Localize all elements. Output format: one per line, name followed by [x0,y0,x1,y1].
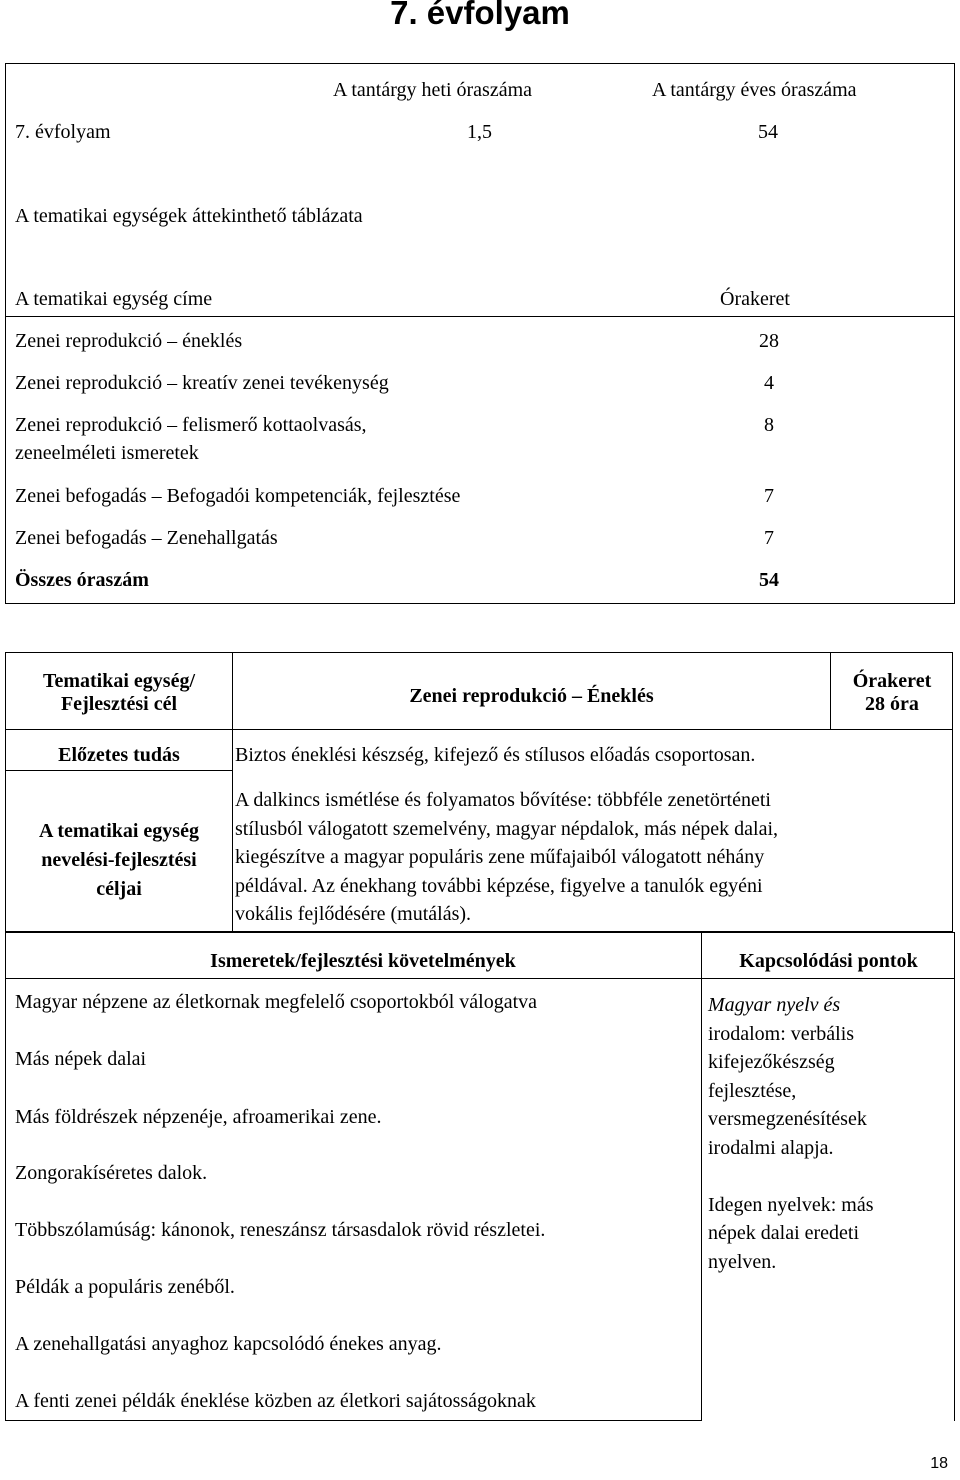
overview-row-hours: 28 [759,330,779,352]
overview-row-unit: Zenei befogadás – Befogadói kompetenciák, fejlesztése [15,485,461,507]
unit-table-row-divider [5,729,953,730]
overview-row-hours: 7 [764,527,774,549]
requirement-item: A fenti zenei példák éneklése közben az életkori sajátosságoknak [15,1390,536,1412]
unit-table-row-divider [5,770,233,771]
overview-unit-header: A tematikai egység címe [15,288,213,310]
connection-subject: Magyar nyelv és [708,994,841,1016]
requirements-header-divider [5,978,955,979]
prior-knowledge-text: Biztos éneklési készség, kifejező és stílusos előadás csoportosan. [235,744,756,766]
overview-row-unit-cont: zeneelméleti ismeretek [15,442,199,464]
unit-title: Zenei reprodukció – Éneklés [409,685,654,707]
overview-header-divider [5,316,955,317]
requirement-item: Más földrészek népzenéje, afroamerikai zene. [15,1106,382,1128]
overview-row-hours: 7 [764,485,774,507]
overview-title: A tematikai egységek áttekinthető táblázata [15,205,363,227]
requirement-item: Példák a populáris zenéből. [15,1276,235,1298]
goals-text: A dalkincs ismétlése és folyamatos bővítése: többféle zenetörténeti stílusból válogatott szemelvény, magyar népdalok, más népek dalai, kiegészítve a magyar populáris zene műfajaiból válogatott néhány példával. Az énekhang további képzése, figyelve a tanulók egyéni vokális fejlődésére (mutálás). [235,789,778,926]
overview-row-unit: Zenei reprodukció – felismerő kottaolvasás, [15,414,367,436]
requirement-item: Zongorakíséretes dalok. [15,1162,208,1184]
connections-text: Magyar nyelv és irodalom: verbális kifejezőkészség fejlesztése, versmegzenésítések irodalmi alapja. Idegen nyelvek: más népek dalai eredeti nyelven. [708,991,874,1276]
page-title: 7. évfolyam [390,0,570,31]
unit-header-label: Tematikai egység/ Fejlesztési cél [42,670,196,715]
overview-total-value: 54 [759,569,779,591]
grade-label: 7. évfolyam [15,121,111,143]
requirements-header: Ismeretek/fejlesztési követelmények [210,950,516,972]
overview-total-label: Összes óraszám [15,569,149,591]
requirement-item: Többszólamúság: kánonok, reneszánsz társasdalok rövid részletei. [15,1219,546,1241]
goals-label: A tematikai egység nevelési-fejlesztési céljai [39,820,199,900]
requirement-item: A zenehallgatási anyaghoz kapcsolódó énekes anyag. [15,1333,442,1355]
overview-row-hours: 4 [764,372,774,394]
unit-hours: Órakeret 28 óra [852,670,932,715]
requirement-item: Más népek dalai [15,1048,147,1070]
yearly-hours-header: A tantárgy éves óraszáma [652,79,857,101]
overview-hours-header: Órakeret [720,288,790,310]
weekly-hours-value: 1,5 [467,121,492,143]
yearly-hours-value: 54 [758,121,778,143]
weekly-hours-header: A tantárgy heti óraszáma [333,79,533,101]
overview-row-unit: Zenei befogadás – Zenehallgatás [15,527,278,549]
requirements-bottom-line [5,1420,702,1421]
requirement-item: Magyar népzene az életkornak megfelelő csoportokból válogatva [15,991,538,1013]
page-number: 18 [930,1455,948,1472]
prior-knowledge-label: Előzetes tudás [58,744,180,766]
overview-row-hours: 8 [764,414,774,436]
overview-row-unit: Zenei reprodukció – kreatív zenei tevékenység [15,372,389,394]
requirements-col-divider [701,932,702,1421]
overview-row-unit: Zenei reprodukció – éneklés [15,330,243,352]
connections-header: Kapcsolódási pontok [739,950,918,972]
